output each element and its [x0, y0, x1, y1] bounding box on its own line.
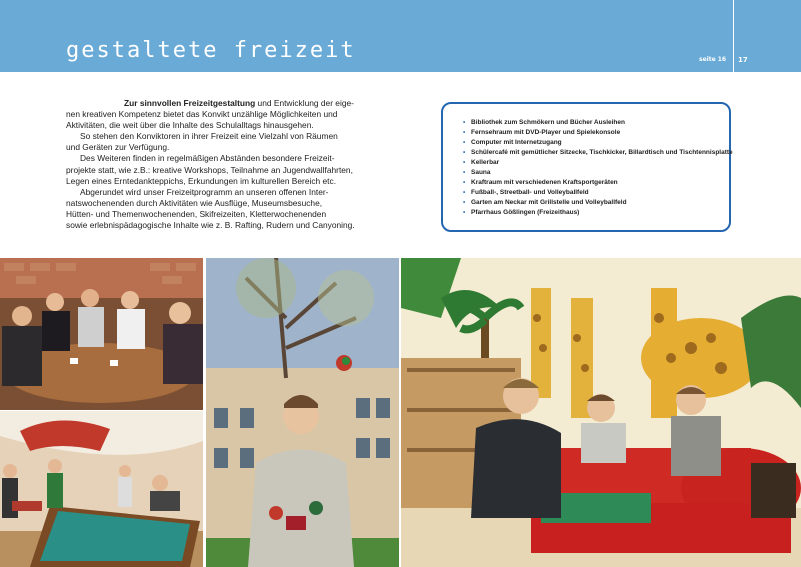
- intro-line: Hütten- und Themenwochenenden, Skifreizeiten, Kletterwochenenden: [66, 208, 327, 219]
- facility-item: • Bibliothek zum Schmökern und Bücher Ausleihen: [463, 118, 729, 128]
- intro-line: Legen eines Erntedankteppichs, Erkundungen im kulturellen Bereich etc.: [66, 175, 337, 186]
- photo-games-room: [401, 258, 801, 567]
- page-label: seite 16: [699, 56, 727, 63]
- intro-line: Abgerundet wird unser Freizeitprogramm an unseren offenen Inter-: [80, 186, 329, 197]
- facilities-list: [443, 104, 733, 218]
- intro-line: nen kreativen Kompetenz bietet das Konvikt unzählige Möglichkeiten und: [66, 109, 338, 120]
- facility-item: • Kraftraum mit verschiedenen Kraftsportgeräten: [463, 178, 729, 188]
- facility-item: • Fernsehraum mit DVD-Player und Spielekonsole: [463, 128, 729, 138]
- page-number: 17: [738, 56, 748, 64]
- facility-item: • Fußball-, Streetball- und Volleyballfeld: [463, 188, 729, 198]
- intro-line: sowie erlebnispädagogische Inhalte wie z. B. Rafting, Rudern und Canyoning.: [66, 220, 355, 231]
- page-title: gestaltete freizeit: [66, 38, 356, 63]
- header-divider: [733, 0, 734, 72]
- facility-item: • Schülercafé mit gemütlicher Sitzecke, Tischkicker, Billardtisch und Tischtennisplatte: [463, 148, 729, 158]
- intro-line: und Geräten zur Verfügung.: [66, 142, 170, 153]
- photo-billiard-room: [0, 411, 203, 567]
- intro-line: Des Weiteren finden in regelmäßigen Abständen besondere Freizeit-: [80, 153, 335, 164]
- facility-item: • Sauna: [463, 168, 729, 178]
- facility-item: • Computer mit Internetzugang: [463, 138, 729, 148]
- intro-text: [66, 98, 358, 231]
- photo-card-game: [0, 258, 203, 410]
- facility-item: • Pfarrhaus Gößlingen (Freizeithaus): [463, 208, 729, 218]
- intro-line: Aktivitäten, die weit über die Inhalte des Schulalltags hinausgehen.: [66, 120, 314, 131]
- facility-item: • Garten am Neckar mit Grillstelle und Volleyballfeld: [463, 198, 729, 208]
- facilities-box: [441, 102, 731, 232]
- header-band: [0, 0, 801, 72]
- intro-line: projekte statt, wie z.B.: kreative Workshops, Teilnahme an Jugendwallfahrten,: [66, 164, 353, 175]
- facility-item: • Kellerbar: [463, 158, 729, 168]
- intro-line: Zur sinnvollen Freizeitgestaltung und Entwicklung der eige-: [124, 98, 354, 108]
- photo-juggling: [206, 258, 399, 567]
- intro-line: natswochenenden durch Aktivitäten wie Ausflüge, Museumsbesuche,: [66, 197, 323, 208]
- intro-line: So stehen den Konviktoren in ihrer Freizeit eine Vielzahl von Räumen: [80, 131, 338, 142]
